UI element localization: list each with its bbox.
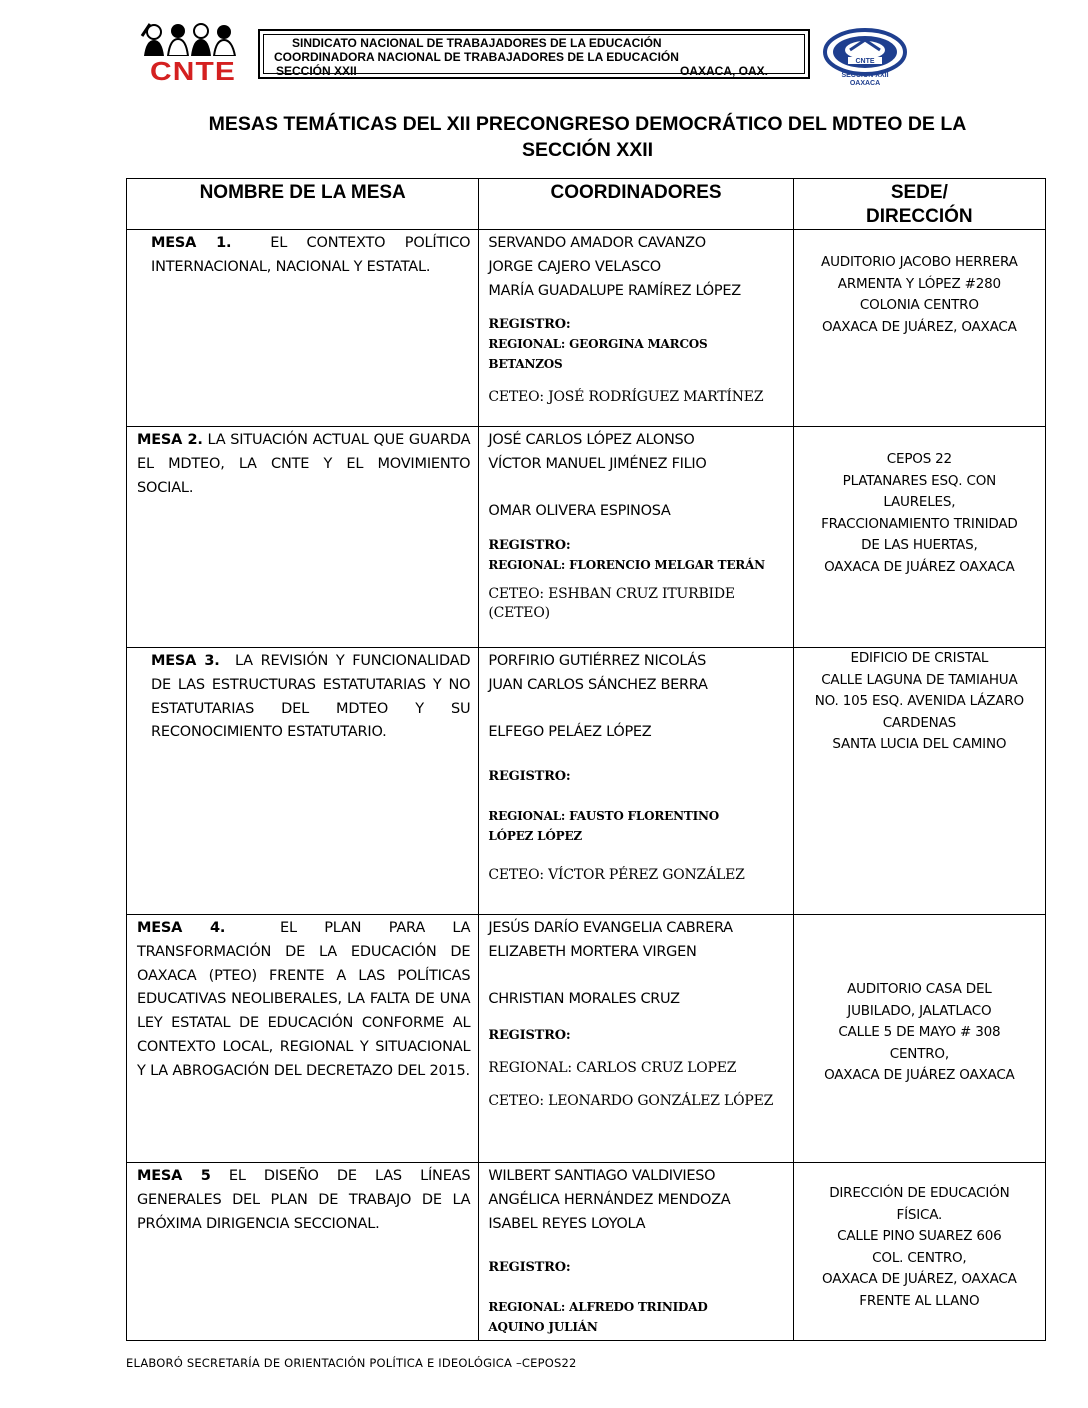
ceteo: CETEO: ESHBAN CRUZ ITURBIDE (488, 586, 735, 603)
sede-line: AUDITORIO JACOBO HERRERA (821, 254, 1018, 270)
coordinador: JUAN CARLOS SÁNCHEZ BERRA (488, 676, 708, 693)
table-row (127, 648, 1046, 915)
coordinadores-cell (479, 427, 793, 648)
sede-line: OAXACA DE JUÁREZ OAXACA (824, 1067, 1015, 1084)
sede-line: LAURELES, (883, 494, 956, 511)
header-sede-line-2: DIRECCIÓN (866, 206, 973, 227)
coordinadores-cell (479, 648, 793, 915)
sede-line: COL. CENTRO, (872, 1249, 967, 1266)
registro-label: REGISTRO: (488, 769, 571, 785)
mesa-label: MESA 2. (137, 432, 203, 448)
sede-line: SANTA LUCIA DEL CAMINO (832, 736, 1007, 753)
sede-line: COLONIA CENTRO (859, 297, 979, 314)
letterhead (0, 0, 1088, 95)
ceteo: CETEO: JOSÉ RODRÍGUEZ MARTÍNEZ (488, 389, 764, 406)
sede-line: CEPOS 22 (886, 451, 952, 467)
footer-credit: ELABORÓ SECRETARÍA DE ORIENTACIÓN POLÍTICA E IDEOLÓGICA –CEPOS22 (126, 1356, 577, 1370)
sede-line: DIRECCIÓN DE EDUCACIÓN (829, 1185, 1010, 1201)
regional-cont: AQUINO JULIÁN (488, 1320, 598, 1335)
sede-address (794, 915, 1045, 1087)
table-row (127, 230, 1046, 427)
table-row (127, 1163, 1046, 1341)
sede-address (794, 1163, 1045, 1313)
mesa-text: EL CONTEXTO POLÍTICO INTERNACIONAL, NACIONAL Y ESTATAL. (151, 235, 471, 275)
header-sede-line-1: SEDE/ (890, 182, 948, 203)
regional-cont: BETANZOS (488, 357, 563, 372)
regional-cont: LÓPEZ LÓPEZ (488, 829, 582, 844)
sede-address (794, 230, 1045, 338)
sede-cell (793, 648, 1045, 915)
header-coordinadores: COORDINADORES (479, 179, 793, 230)
mesa-text: LA REVISIÓN Y FUNCIONALIDAD DE LAS ESTRUCTURAS ESTATUTARIAS Y NO ESTATUTARIAS DEL MDTEO Y SU RECONOCIMIENTO ESTATUTARIO. (151, 653, 471, 741)
sede-cell (793, 1163, 1045, 1341)
letterhead-box (258, 29, 810, 79)
mesa-text: EL PLAN PARA LA TRANSFORMACIÓN DE LA EDUCACIÓN DE OAXACA (PTEO) FRENTE A LAS POLÍTICAS EDUCATIVAS NEOLIBERALES, LA FALTA DE UNA LEY ESTATAL DE EDUCACIÓN CONFORME AL CONTEXTO LOCAL, REGIONAL Y SITUACIONAL Y LA ABROGACIÓN DEL DECRETAZO DEL 2015. (137, 920, 471, 1079)
coordinadores-list (479, 915, 792, 1012)
coordinator-name: COORDINADORA NACIONAL DE TRABAJADORES DE LA EDUCACIÓN (274, 50, 679, 64)
coordinador: JORGE CAJERO VELASCO (488, 258, 661, 275)
place-name: OAXACA, OAX. (680, 64, 769, 78)
regional: REGIONAL: GEORGINA MARCOS (488, 337, 708, 352)
coordinadores-list (479, 230, 792, 303)
regional: REGIONAL: CARLOS CRUZ LOPEZ (488, 1060, 737, 1077)
mesa-description (127, 427, 478, 500)
cnte-logo-text: CNTE (150, 56, 236, 86)
sede-line: FRACCIONAMIENTO TRINIDAD (821, 515, 1018, 532)
mesa-description (127, 648, 478, 745)
coordinador: ELFEGO PELÁEZ LÓPEZ (488, 724, 652, 741)
coordinador: WILBERT SANTIAGO VALDIVIESO (488, 1168, 716, 1184)
coordinador: PORFIRIO GUTIÉRREZ NICOLÁS (488, 653, 706, 669)
coordinadores-cell (479, 1163, 793, 1341)
sede-line: DE LAS HUERTAS, (861, 537, 978, 554)
mesa-description (127, 915, 478, 1084)
sede-line: CALLE PINO SUAREZ 606 (837, 1228, 1002, 1245)
mesa-cell (127, 915, 479, 1163)
sede-line: FRENTE AL LLANO (859, 1292, 980, 1309)
coordinadores-list (479, 427, 792, 524)
registro-label: REGISTRO: (488, 1260, 571, 1276)
coordinador: JESÚS DARÍO EVANGELIA CABRERA (488, 920, 733, 936)
coordinador: JOSÉ CARLOS LÓPEZ ALONSO (488, 432, 695, 448)
sede-line: EDIFICIO DE CRISTAL (850, 650, 989, 666)
coordinadores-list (479, 1163, 792, 1236)
coordinador: ISABEL REYES LOYOLA (488, 1215, 646, 1232)
coordinador: VÍCTOR MANUEL JIMÉNEZ FILIO (488, 455, 707, 472)
ceteo-cont: (CETEO) (488, 605, 550, 622)
sede-line: CALLE LAGUNA DE TAMIAHUA (821, 671, 1018, 688)
sede-line: CARDENAS (882, 714, 956, 731)
header-sede (793, 179, 1045, 230)
sede-line: OAXACA DE JUÁREZ, OAXACA (822, 1271, 1017, 1288)
sede-line: FÍSICA. (896, 1206, 943, 1223)
coordinador: CHRISTIAN MORALES CRUZ (488, 991, 680, 1008)
ceteo: CETEO: VÍCTOR PÉREZ GONZÁLEZ (488, 867, 745, 884)
mesa-cell (127, 648, 479, 915)
cnte-figures-icon (140, 22, 238, 56)
coordinadores-cell (479, 915, 793, 1163)
registro-label: REGISTRO: (488, 1028, 571, 1044)
section-seal (820, 28, 910, 88)
sede-cell (793, 427, 1045, 648)
sede-line: JUBILADO, JALATLACO (847, 1002, 992, 1019)
sede-line: PLATANARES ESQ. CON (842, 472, 997, 489)
registro-label: REGISTRO: (488, 317, 571, 333)
table-header-row (127, 179, 1046, 230)
sede-cell (793, 915, 1045, 1163)
coordinador: ANGÉLICA HERNÁNDEZ MENDOZA (488, 1191, 731, 1208)
seal-cnte: CNTE (855, 58, 875, 65)
coordinadores-list (479, 648, 792, 745)
coordinador: MARÍA GUADALUPE RAMÍREZ LÓPEZ (488, 282, 741, 299)
seal-city: OAXACA (849, 80, 881, 87)
section-name: SECCIÓN XXII (276, 64, 357, 78)
mesa-text: EL DISEÑO DE LAS LÍNEAS GENERALES DEL PLAN DE TRABAJO DE LA PRÓXIMA DIRIGENCIA SECCIONAL. (137, 1168, 471, 1232)
ceteo: CETEO: LEONARDO GONZÁLEZ LÓPEZ (488, 1093, 774, 1110)
mesa-cell (127, 427, 479, 648)
union-name: SINDICATO NACIONAL DE TRABAJADORES DE LA EDUCACIÓN (292, 36, 662, 50)
mesa-label: MESA 1. (151, 235, 232, 251)
mesa-label: MESA 3. (151, 653, 220, 669)
mesa-text: LA SITUACIÓN ACTUAL QUE GUARDA EL MDTEO, LA CNTE Y EL MOVIMIENTO SOCIAL. (137, 432, 471, 496)
sede-line: CALLE 5 DE MAYO # 308 (838, 1024, 1001, 1041)
coordinador: OMAR OLIVERA ESPINOSA (488, 503, 671, 520)
registro-label: REGISTRO: (488, 538, 571, 554)
table-row (127, 427, 1046, 648)
coordinador: ELIZABETH MORTERA VIRGEN (488, 943, 697, 960)
coordinadores-cell (479, 230, 793, 427)
regional: REGIONAL: FAUSTO FLORENTINO (488, 809, 720, 824)
mesa-cell (127, 1163, 479, 1341)
seal-section: SECCION XXII (841, 72, 889, 79)
document-title-line-2: SECCIÓN XXII (521, 139, 654, 161)
sede-line: OAXACA DE JUÁREZ OAXACA (824, 558, 1015, 575)
mesa-cell (127, 230, 479, 427)
header-nombre-mesa: NOMBRE DE LA MESA (127, 179, 479, 230)
sede-address (794, 427, 1045, 579)
document-title-line-1: MESAS TEMÁTICAS DEL XII PRECONGRESO DEMOCRÁTICO DEL MDTEO DE LA (208, 113, 967, 135)
sede-line: CENTRO, (889, 1045, 949, 1062)
document-title (130, 111, 1045, 163)
mesas-table (126, 178, 1046, 1341)
mesa-description (127, 230, 478, 280)
mesa-label: MESA 5 (137, 1168, 211, 1184)
mesa-description (127, 1163, 478, 1236)
sede-line: NO. 105 ESQ. AVENIDA LÁZARO (814, 693, 1024, 710)
sede-line: AUDITORIO CASA DEL (847, 981, 992, 997)
coordinador: SERVANDO AMADOR CAVANZO (488, 235, 706, 251)
regional: REGIONAL: FLORENCIO MELGAR TERÁN (488, 558, 765, 573)
sede-line: OAXACA DE JUÁREZ, OAXACA (822, 318, 1017, 335)
sede-cell (793, 230, 1045, 427)
cnte-logo (134, 20, 244, 86)
regional: REGIONAL: ALFREDO TRINIDAD (488, 1300, 708, 1315)
table-row (127, 915, 1046, 1163)
sede-address (794, 648, 1045, 756)
sede-line: ARMENTA Y LÓPEZ #280 (837, 275, 1001, 292)
mesa-label: MESA 4. (137, 920, 226, 936)
